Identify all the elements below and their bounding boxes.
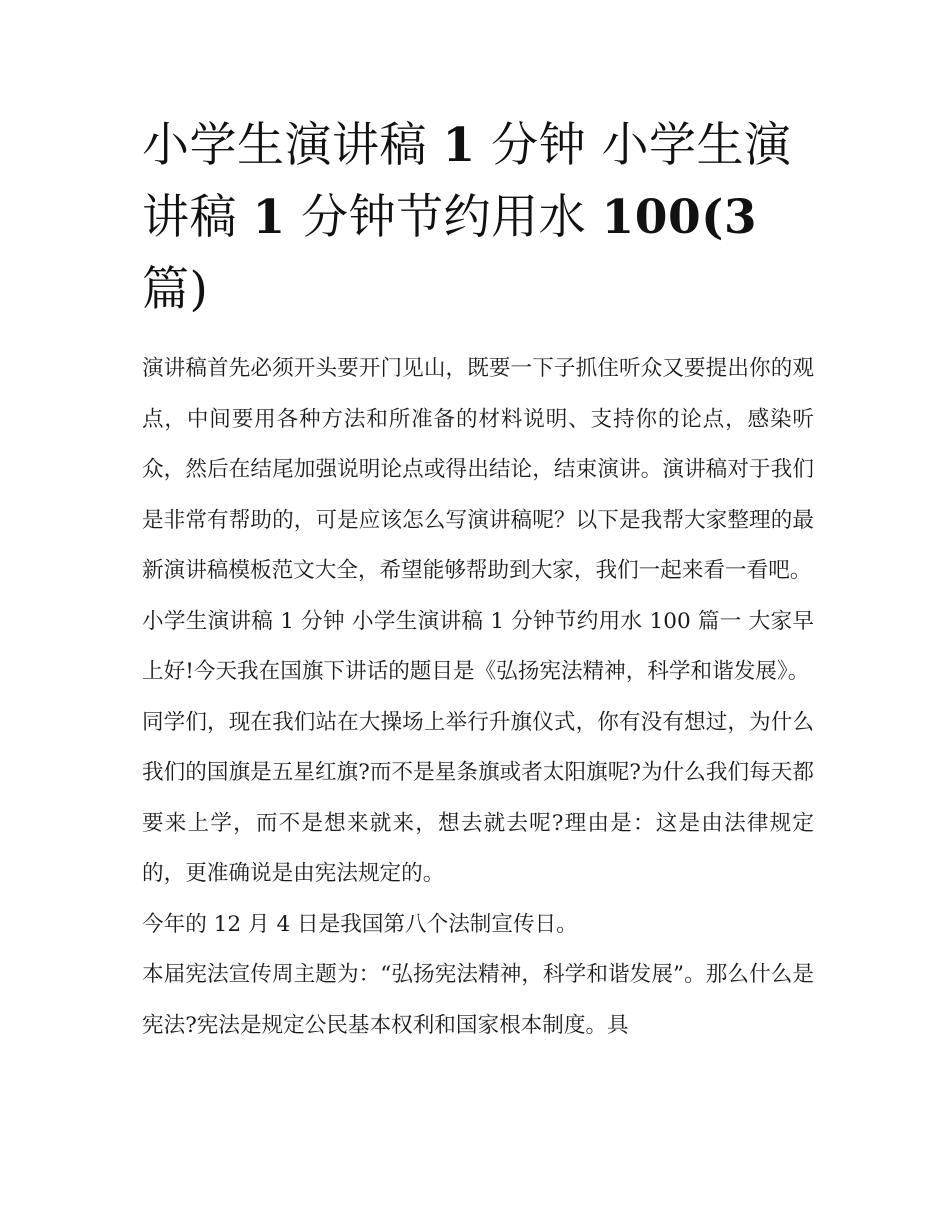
paragraph-law-day: 今年的 12 月 4 日是我国第八个法制宣传日。 bbox=[142, 911, 578, 937]
document-body bbox=[142, 344, 814, 1051]
paragraph-intro: 演讲稿首先必须开头要开门见山，既要一下子抓住听众又要提出你的观点，中间要用各种方法和所准备的材料说明、支持你的论点，感染听众，然后在结尾加强说明论点或得出结论，结束演讲。演讲稿对于我们是非常有帮助的，可是应该怎么写演讲稿呢？以下是我帮大家整理的最新演讲稿模板范文大全，希望能够帮助到大家，我们一起来看一看吧。 bbox=[142, 356, 814, 583]
document-title: 小学生演讲稿 1 分钟 小学生演讲稿 1 分钟节约用水 100(3 篇) bbox=[142, 118, 792, 317]
paragraph-constitution: 本届宪法宣传周主题为：“弘扬宪法精神，科学和谐发展”。那么什么是宪法?宪法是规定公民基本权利和国家根本制度。具 bbox=[142, 962, 814, 1038]
paragraph-flag: 同学们，现在我们站在大操场上举行升旗仪式，你有没有想过，为什么我们的国旗是五星红旗?而不是星条旗或者太阳旗呢?为什么我们每天都要来上学，而不是想来就来，想去就去呢?理由是：这是由法律规定的，更准确说是由宪法规定的。 bbox=[142, 709, 814, 886]
document-page bbox=[142, 110, 814, 1051]
paragraph-greeting: 小学生演讲稿 1 分钟 小学生演讲稿 1 分钟节约用水 100 篇一 大家早上好!今天我在国旗下讲话的题目是《弘扬宪法精神，科学和谐发展》。 bbox=[142, 608, 814, 684]
